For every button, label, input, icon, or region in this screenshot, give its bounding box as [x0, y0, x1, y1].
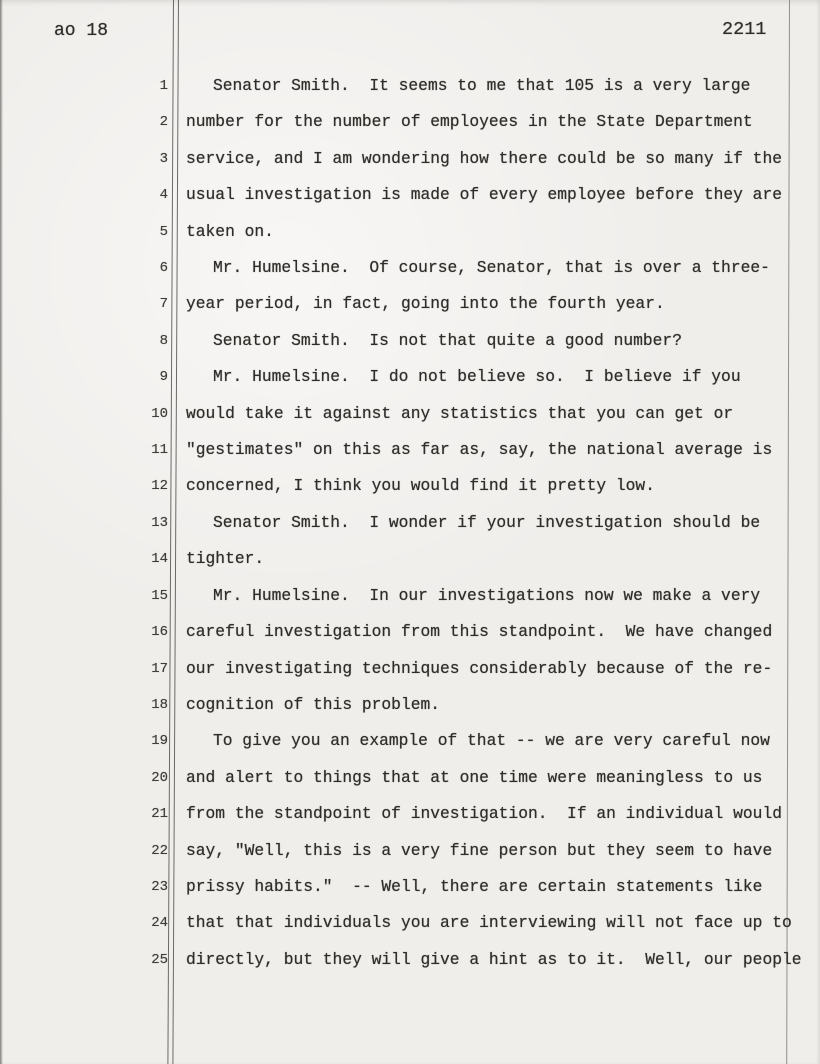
- line-number: 16: [151, 624, 168, 641]
- line-text: and alert to things that at one time were meaningless to us: [186, 767, 763, 787]
- line-number: 15: [151, 587, 168, 604]
- transcript-line: [0, 396, 820, 432]
- line-number: 2: [159, 114, 168, 131]
- transcript-line: [0, 833, 820, 869]
- transcript-line: [0, 359, 820, 395]
- transcript-line: [0, 651, 820, 687]
- transcript-line: [0, 760, 820, 796]
- transcript-line: [0, 541, 820, 577]
- line-number: 4: [159, 187, 168, 204]
- line-number: 12: [151, 478, 168, 495]
- line-text: Mr. Humelsine. In our investigations now we make a very: [213, 585, 761, 605]
- transcript-line: [0, 614, 820, 650]
- transcript-line: [0, 723, 820, 759]
- line-text: Senator Smith. Is not that quite a good number?: [213, 330, 682, 350]
- line-number: 3: [159, 150, 168, 167]
- line-text: number for the number of employees in the State Department: [186, 112, 753, 132]
- line-text: careful investigation from this standpoint. We have changed: [186, 622, 773, 642]
- line-text: our investigating techniques considerably because of the re-: [186, 658, 773, 678]
- line-text: cognition of this problem.: [186, 694, 441, 714]
- transcript-line: [0, 68, 820, 104]
- transcript-line: [0, 796, 820, 832]
- line-text: prissy habits." -- Well, there are certain statements like: [186, 876, 763, 896]
- reporter-code: ao 18: [54, 21, 109, 41]
- transcript-line: [0, 869, 820, 905]
- line-number: 22: [151, 842, 168, 859]
- line-text: service, and I am wondering how there could be so many if the: [186, 148, 782, 168]
- line-number: 23: [151, 878, 168, 895]
- transcript-line: [0, 323, 820, 359]
- transcript-line: [0, 177, 820, 213]
- line-number: 11: [151, 442, 168, 459]
- line-text: "gestimates" on this as far as, say, the national average is: [186, 440, 773, 460]
- line-text: Mr. Humelsine. Of course, Senator, that is over a three-: [213, 258, 770, 278]
- line-text: Senator Smith. I wonder if your investigation should be: [213, 512, 761, 532]
- line-text: Senator Smith. It seems to me that 105 is a very large: [213, 76, 751, 95]
- line-text: directly, but they will give a hint as to it. Well, our people: [186, 949, 802, 969]
- line-text: usual investigation is made of every employee before they are: [186, 185, 782, 205]
- transcript-line: [0, 286, 820, 322]
- line-number: 21: [151, 806, 168, 823]
- line-number: 7: [159, 296, 168, 313]
- line-text: To give you an example of that -- we are very careful now: [213, 731, 770, 751]
- transcript-line: [0, 687, 820, 723]
- line-number: 14: [151, 551, 168, 568]
- transcript-line: [0, 141, 820, 177]
- transcript-line: [0, 250, 820, 286]
- line-number: 9: [159, 369, 168, 386]
- transcript-line: [0, 578, 820, 614]
- line-text: Mr. Humelsine. I do not believe so. I believe if you: [213, 367, 741, 387]
- line-number: 18: [151, 696, 168, 713]
- transcript-line: [0, 505, 820, 541]
- line-number: 19: [151, 733, 168, 750]
- transcript-line: [0, 214, 820, 250]
- line-number: 6: [159, 260, 168, 277]
- line-text: taken on.: [186, 221, 274, 241]
- line-text: say, "Well, this is a very fine person but they seem to have: [186, 840, 773, 860]
- line-text: concerned, I think you would find it pretty low.: [186, 476, 655, 496]
- transcript-lines: [0, 68, 820, 978]
- line-number: 10: [151, 405, 168, 422]
- line-number: 20: [151, 769, 168, 786]
- transcript-line: [0, 432, 820, 468]
- line-text: would take it against any statistics that you can get or: [186, 403, 734, 423]
- line-text: tighter.: [186, 549, 265, 569]
- line-number: 13: [151, 514, 168, 531]
- transcript-line: [0, 468, 820, 504]
- line-number: 8: [159, 332, 168, 349]
- line-number: 24: [151, 915, 168, 932]
- line-text: that that individuals you are interviewing will not face up to: [186, 913, 792, 933]
- line-number: 25: [151, 951, 168, 968]
- line-text: from the standpoint of investigation. If an individual would: [186, 804, 782, 824]
- page-number: 2211: [722, 19, 767, 40]
- transcript-line: [0, 942, 820, 978]
- line-text: year period, in fact, going into the fourth year.: [186, 294, 665, 314]
- line-number: 1: [159, 78, 168, 94]
- transcript-line: [0, 905, 820, 941]
- line-number: 17: [151, 660, 168, 677]
- line-number: 5: [159, 223, 168, 240]
- transcript-line: [0, 104, 820, 140]
